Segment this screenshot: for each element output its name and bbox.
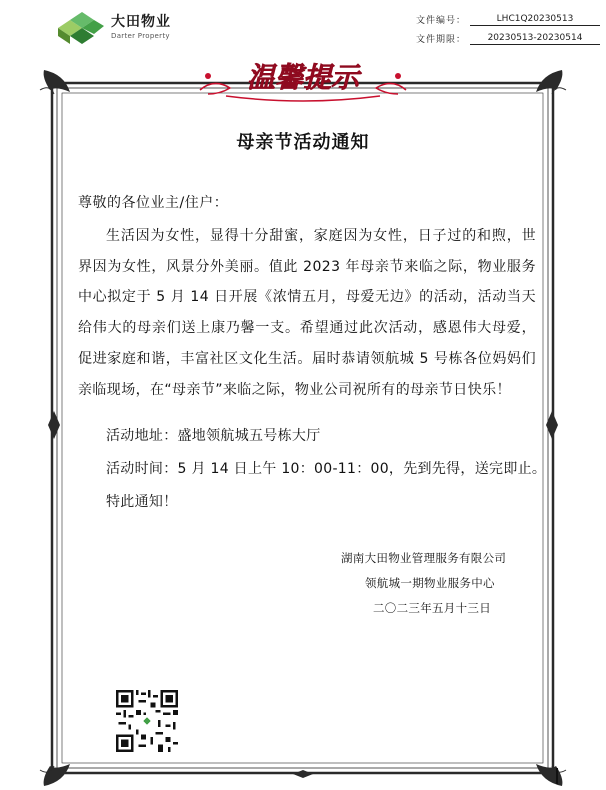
banner-text: 温馨提示: [246, 61, 360, 94]
signature-company: 湖南大田物业管理服务有限公司: [341, 551, 507, 565]
notice-body: 生活因为女性，显得十分甜蜜，家庭因为女性，日子过的和煦，世界因为女性，风景分外美丽。值此 2023 年母亲节来临之际，物业服务中心拟定于 5 月 14 日开展《浓情五月，母爱无边》的活动，活动当天给伟大的母亲们送上康乃馨一支。希望通过此次活动，感恩伟大母爱，促进家庭和谐，丰富社区文化生活。届时恭请领航城 5 号栋各位妈妈们亲临现场，在“母亲节”来临之际，物业公司祝所有的母亲节日快乐！: [78, 228, 536, 398]
edge-mark: [556, 768, 558, 784]
company-name-en: Darter Property: [111, 32, 170, 40]
doc-period-label: 文件期限：: [415, 35, 466, 45]
doc-period-value: 20230513-20230514: [470, 32, 600, 45]
document-meta: [368, 10, 600, 48]
company-name: [111, 11, 171, 40]
notice-title: 母亲节活动通知: [236, 132, 370, 153]
doc-number-value: LHC1Q20230513: [470, 13, 600, 26]
doc-period-row: [368, 29, 600, 48]
qr-code-icon: [116, 690, 178, 752]
company-logo-icon: [54, 8, 106, 48]
doc-number-row: [368, 10, 600, 29]
signature-center: 领航城一期物业服务中心: [365, 576, 495, 590]
doc-number-label: 文件编号：: [415, 16, 466, 26]
warm-reminder-banner: [196, 56, 410, 102]
event-address: 活动地址：盛地领航城五号栋大厅: [106, 428, 321, 444]
closing-text: 特此通知！: [106, 494, 178, 510]
signature-date: 二〇二三年五月十三日: [373, 601, 491, 615]
company-name-cn: 大田物业: [111, 14, 171, 30]
event-time: 活动时间：5 月 14 日上午 10：00-11：00，先到先得，送完即止。: [106, 461, 547, 477]
greeting: 尊敬的各位业主/住户：: [78, 195, 229, 211]
